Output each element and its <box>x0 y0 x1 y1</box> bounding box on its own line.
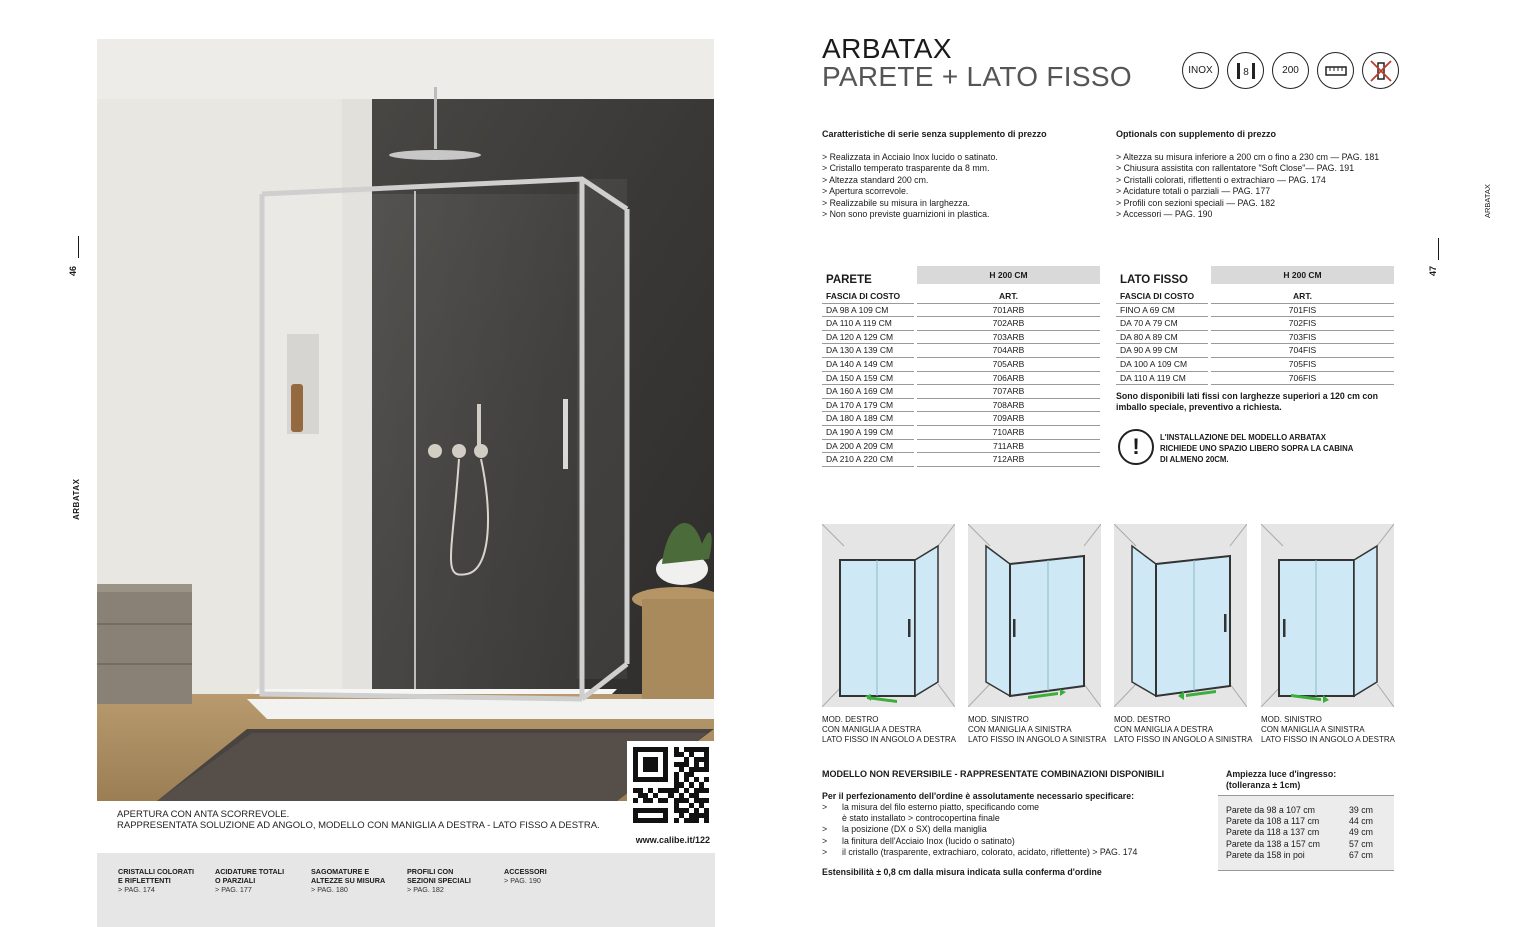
config-caption-1 <box>822 715 956 745</box>
price-range-cell: DA 90 A 99 CM <box>1120 345 1178 356</box>
table-row <box>1116 358 1396 372</box>
table-row <box>822 331 1102 345</box>
entry-width-row <box>1226 827 1373 838</box>
list-item <box>822 847 1137 858</box>
entry-width-range: Parete da 118 a 137 cm <box>1226 827 1320 838</box>
price-range-cell: DA 190 A 199 CM <box>826 427 894 437</box>
price-range-cell: DA 160 A 169 CM <box>826 386 894 397</box>
config-caption-line: MOD. SINISTRO <box>968 715 1029 724</box>
inox-icon <box>1182 52 1219 89</box>
article-code-cell: 702ARB <box>992 318 1025 329</box>
list-item: > Profili con sezioni speciali — PAG. 182 <box>1116 197 1275 208</box>
config-caption-line: CON MANIGLIA A SINISTRA <box>968 725 1072 734</box>
entry-width-table <box>1218 795 1394 871</box>
article-code-cell: 703ARB <box>992 331 1025 342</box>
footer-title: SAGOMATURE E <box>311 867 370 876</box>
footer-item-cristalli[interactable] <box>118 867 194 894</box>
table-row <box>822 317 1102 331</box>
table-row <box>822 440 1102 454</box>
entry-width-value: 44 cm <box>1349 816 1373 827</box>
shower-photo <box>97 39 714 801</box>
footer-page-ref: > PAG. 190 <box>504 876 541 885</box>
caption-line-2: RAPPRESENTATA SOLUZIONE AD ANGOLO, MODELLO CON MANIGLIA A DESTRA - LATO FISSO A DESTRA. <box>117 820 600 831</box>
glass-thickness-label: 8 <box>1242 66 1249 78</box>
price-range-cell: DA 110 A 119 CM <box>1120 372 1186 383</box>
footer-item-accessori[interactable] <box>504 867 547 885</box>
installation-warning <box>1160 432 1390 465</box>
qr-code[interactable] <box>627 741 715 829</box>
config-diagram-1 <box>822 524 955 707</box>
article-code-cell: 705FIS <box>1288 359 1317 369</box>
article-code-cell: 705ARB <box>992 359 1025 369</box>
list-item: > Non sono previste guarnizioni in plastica. <box>822 209 990 220</box>
list-item: > Cristalli colorati, riflettenti o extrachiaro — PAG. 174 <box>1116 174 1326 185</box>
footer-title: PROFILI CON <box>407 867 454 876</box>
list-item <box>822 813 1137 824</box>
page-number-left <box>66 236 90 282</box>
height-icon-label: 200 <box>1282 65 1299 76</box>
list-item: > Altezza standard 200 cm. <box>822 174 929 185</box>
article-code-cell: 703FIS <box>1288 331 1317 342</box>
entry-width-row <box>1226 816 1373 827</box>
page-number-left-text: 46 <box>68 265 79 277</box>
product-title: ARBATAX <box>822 33 953 64</box>
price-range-cell: DA 150 A 159 CM <box>826 372 894 383</box>
warning-line: DI ALMENO 20CM. <box>1160 455 1229 464</box>
order-instructions-list <box>822 802 1137 858</box>
price-range-cell: DA 180 A 189 CM <box>826 413 894 424</box>
parete-table-label: PARETE <box>826 274 872 286</box>
website-link[interactable]: www.calibe.it/122 <box>635 835 710 845</box>
side-label-left-text: ARBATAX <box>72 478 81 520</box>
height-icon <box>1272 52 1309 89</box>
caption-block <box>97 801 714 853</box>
config-caption-line: MOD. SINISTRO <box>1261 715 1322 724</box>
table-row <box>822 426 1102 440</box>
table-header-row <box>822 290 1102 304</box>
footer-title: ACCESSORI <box>504 867 547 876</box>
price-range-cell: DA 80 A 89 CM <box>1120 331 1178 342</box>
config-caption-line: MOD. DESTRO <box>1114 715 1171 724</box>
optionals-title: Optionals con supplemento di prezzo <box>1116 129 1277 139</box>
article-code-cell: 706FIS <box>1288 372 1317 383</box>
config-diagram-3 <box>1114 524 1247 707</box>
lato-fisso-price-table <box>1116 266 1396 396</box>
price-range-cell: DA 210 A 220 CM <box>826 454 894 465</box>
price-range-cell: DA 98 A 109 CM <box>826 304 889 315</box>
table-header-row <box>1116 290 1396 304</box>
entry-width-value: 67 cm <box>1349 849 1373 860</box>
options-footer <box>97 853 715 927</box>
availability-note: Sono disponibili lati fissi con larghezze superiori a 120 cm con imballo speciale, preventivo a richiesta. <box>1116 391 1379 413</box>
entry-width-title-line: Ampiezza luce d'ingresso: <box>1226 769 1337 779</box>
table-row <box>822 304 1102 318</box>
price-range-cell: DA 130 A 139 CM <box>826 345 894 356</box>
article-code-cell: 711ARB <box>992 440 1025 451</box>
list-item: > Realizzata in Acciaio Inox lucido o satinato. <box>822 152 998 162</box>
glass-thickness-icon <box>1227 52 1264 89</box>
list-item: > Cristallo temperato trasparente da 8 mm. <box>822 163 990 174</box>
entry-width-row <box>1226 805 1373 816</box>
feature-badges <box>1182 52 1399 90</box>
warning-icon: ! <box>1118 429 1154 465</box>
table-row <box>1116 304 1396 318</box>
parete-height-header: H 200 CM <box>917 266 1100 284</box>
list-item-text: è stato installato > controcopertina finale <box>842 813 1000 824</box>
article-code-cell: 706ARB <box>992 372 1025 383</box>
width-measure-icon <box>1317 52 1354 89</box>
config-caption-line: LATO FISSO IN ANGOLO A DESTRA <box>822 735 956 744</box>
article-code-cell: 707ARB <box>992 386 1025 397</box>
price-range-cell: DA 140 A 149 CM <box>826 359 894 369</box>
optionals-list <box>1116 152 1379 220</box>
footer-title: E RIFLETTENTI <box>118 876 171 885</box>
standard-features-title: Caratteristiche di serie senza supplemento di prezzo <box>822 129 1047 139</box>
list-item <box>822 824 1137 835</box>
entry-width-title <box>1226 769 1336 791</box>
footer-item-profili[interactable] <box>407 867 471 894</box>
list-item <box>822 836 1137 847</box>
side-label-right-text: ARBATAX <box>1483 184 1492 218</box>
article-code-cell: 708ARB <box>992 399 1025 410</box>
order-instructions-title: Per il perfezionamento dell'ordine è assolutamente necessario specificare: <box>822 791 1135 801</box>
entry-width-range: Parete da 98 a 107 cm <box>1226 805 1316 815</box>
table-header-cell: FASCIA DI COSTO <box>826 291 901 301</box>
arrow-marker: > <box>822 824 828 835</box>
arrow-marker: > <box>822 835 828 846</box>
arrow-marker: > <box>822 846 828 857</box>
no-gaskets-icon <box>1362 52 1399 89</box>
footer-page-ref: > PAG. 177 <box>215 885 252 894</box>
table-row <box>822 344 1102 358</box>
lato-height-header: H 200 CM <box>1211 266 1394 284</box>
table-header-cell: ART. <box>1293 291 1312 301</box>
config-caption-line: MOD. DESTRO <box>822 715 879 724</box>
config-diagram-4 <box>1261 524 1394 707</box>
config-caption-line: LATO FISSO IN ANGOLO A SINISTRA <box>968 735 1107 744</box>
article-code-cell: 704ARB <box>992 345 1025 356</box>
article-code-cell: 702FIS <box>1288 318 1317 329</box>
price-range-cell: DA 200 A 209 CM <box>826 440 894 451</box>
price-range-cell: FINO A 69 CM <box>1120 304 1175 315</box>
footer-title: O PARZIALI <box>215 876 256 885</box>
list-item: > Realizzabile su misura in larghezza. <box>822 197 970 208</box>
arrow-marker: > <box>822 802 828 812</box>
footer-title: CRISTALLI COLORATI <box>118 867 194 876</box>
article-code-cell: 701ARB <box>992 304 1025 315</box>
table-row <box>1116 331 1396 345</box>
footer-title: ALTEZZE SU MISURA <box>311 876 386 885</box>
qr-code-pattern <box>633 747 709 823</box>
entry-width-range: Parete da 138 a 157 cm <box>1226 838 1320 849</box>
config-caption-line: CON MANIGLIA A SINISTRA <box>1261 725 1365 734</box>
extensibility-note: Estensibilità ± 0,8 cm dalla misura indicata sulla conferma d'ordine <box>822 867 1102 877</box>
footer-title: ACIDATURE TOTALI <box>215 867 285 876</box>
config-caption-line: LATO FISSO IN ANGOLO A DESTRA <box>1261 735 1395 744</box>
list-item-text: la misura del filo esterno piatto, specificando come <box>842 802 1040 812</box>
price-range-cell: DA 170 A 179 CM <box>826 399 894 410</box>
table-row <box>822 358 1102 372</box>
config-caption-line: CON MANIGLIA A DESTRA <box>822 725 922 734</box>
list-item <box>822 802 1137 813</box>
page-number-right <box>1428 238 1452 284</box>
product-subtitle: PARETE + LATO FISSO <box>822 61 1132 92</box>
config-diagram-2 <box>968 524 1101 707</box>
list-item: > Acidature totali o parziali — PAG. 177 <box>1116 186 1271 197</box>
article-code-cell: 704FIS <box>1288 345 1317 356</box>
table-row <box>822 385 1102 399</box>
table-row <box>822 399 1102 413</box>
warning-line: RICHIEDE UNO SPAZIO LIBERO SOPRA LA CABINA <box>1160 444 1354 453</box>
entry-width-value: 57 cm <box>1349 838 1373 849</box>
list-item: > Altezza su misura inferiore a 200 cm o fino a 230 cm — PAG. 181 <box>1116 152 1380 162</box>
article-code-cell: 710ARB <box>992 427 1025 437</box>
article-code-cell: 709ARB <box>992 413 1025 424</box>
footer-item-acidature[interactable] <box>215 867 284 894</box>
entry-width-row <box>1226 849 1373 861</box>
table-row <box>1116 372 1396 386</box>
list-item-text: la finitura dell'Acciaio Inox (lucido o satinato) <box>842 835 1015 846</box>
entry-width-range: Parete da 158 in poi <box>1226 849 1305 860</box>
list-item-text: la posizione (DX o SX) della maniglia <box>842 824 987 835</box>
table-row <box>822 453 1102 467</box>
list-item: > Chiusura assistita con rallentatore "Soft Close"— PAG. 191 <box>1116 163 1355 174</box>
footer-item-sagomature[interactable] <box>311 867 385 894</box>
footer-title: SEZIONI SPECIALI <box>407 876 471 885</box>
non-reversible-note: MODELLO NON REVERSIBILE - RAPPRESENTATE COMBINAZIONI DISPONIBILI <box>822 769 1165 779</box>
entry-width-range: Parete da 108 a 117 cm <box>1226 816 1320 827</box>
table-row <box>1116 344 1396 358</box>
side-label-left <box>72 470 86 530</box>
inox-icon-label: INOX <box>1188 65 1213 76</box>
config-caption-line: CON MANIGLIA A DESTRA <box>1114 725 1214 734</box>
price-range-cell: DA 70 A 79 CM <box>1120 318 1178 329</box>
price-range-cell: DA 120 A 129 CM <box>826 331 894 342</box>
table-row <box>1116 317 1396 331</box>
table-row <box>822 412 1102 426</box>
standard-features-list <box>822 152 998 220</box>
entry-width-row <box>1226 838 1373 850</box>
footer-page-ref: > PAG. 180 <box>311 885 348 894</box>
photo-caption <box>117 809 600 831</box>
article-code-cell: 701FIS <box>1288 304 1317 315</box>
price-range-cell: DA 100 A 109 CM <box>1120 359 1188 369</box>
config-caption-3 <box>1114 715 1252 745</box>
parete-price-table <box>822 266 1102 476</box>
config-caption-line: LATO FISSO IN ANGOLO A SINISTRA <box>1114 735 1253 744</box>
config-caption-4 <box>1261 715 1395 745</box>
list-item-text: il cristallo (trasparente, extrachiaro, colorato, acidato, riflettente) > PAG. 174 <box>842 846 1138 857</box>
side-label-right <box>1483 184 1497 230</box>
table-row <box>822 372 1102 386</box>
entry-width-value: 39 cm <box>1349 805 1373 815</box>
price-range-cell: DA 110 A 119 CM <box>826 318 892 329</box>
article-code-cell: 712ARB <box>992 454 1025 465</box>
warning-line: L'INSTALLAZIONE DEL MODELLO ARBATAX <box>1160 433 1327 442</box>
lato-table-label: LATO FISSO <box>1120 274 1188 286</box>
entry-width-value: 49 cm <box>1349 827 1373 838</box>
list-item: > Accessori — PAG. 190 <box>1116 209 1213 220</box>
table-header-cell: FASCIA DI COSTO <box>1120 291 1195 301</box>
caption-line-1: APERTURA CON ANTA SCORREVOLE. <box>117 809 290 820</box>
config-caption-2 <box>968 715 1106 745</box>
page-number-right-text: 47 <box>1428 265 1439 277</box>
footer-page-ref: > PAG. 174 <box>118 885 155 894</box>
table-header-cell: ART. <box>999 291 1018 301</box>
entry-width-title-line: (tolleranza ± 1cm) <box>1226 780 1301 790</box>
list-item: > Apertura scorrevole. <box>822 186 909 197</box>
footer-page-ref: > PAG. 182 <box>407 885 444 894</box>
